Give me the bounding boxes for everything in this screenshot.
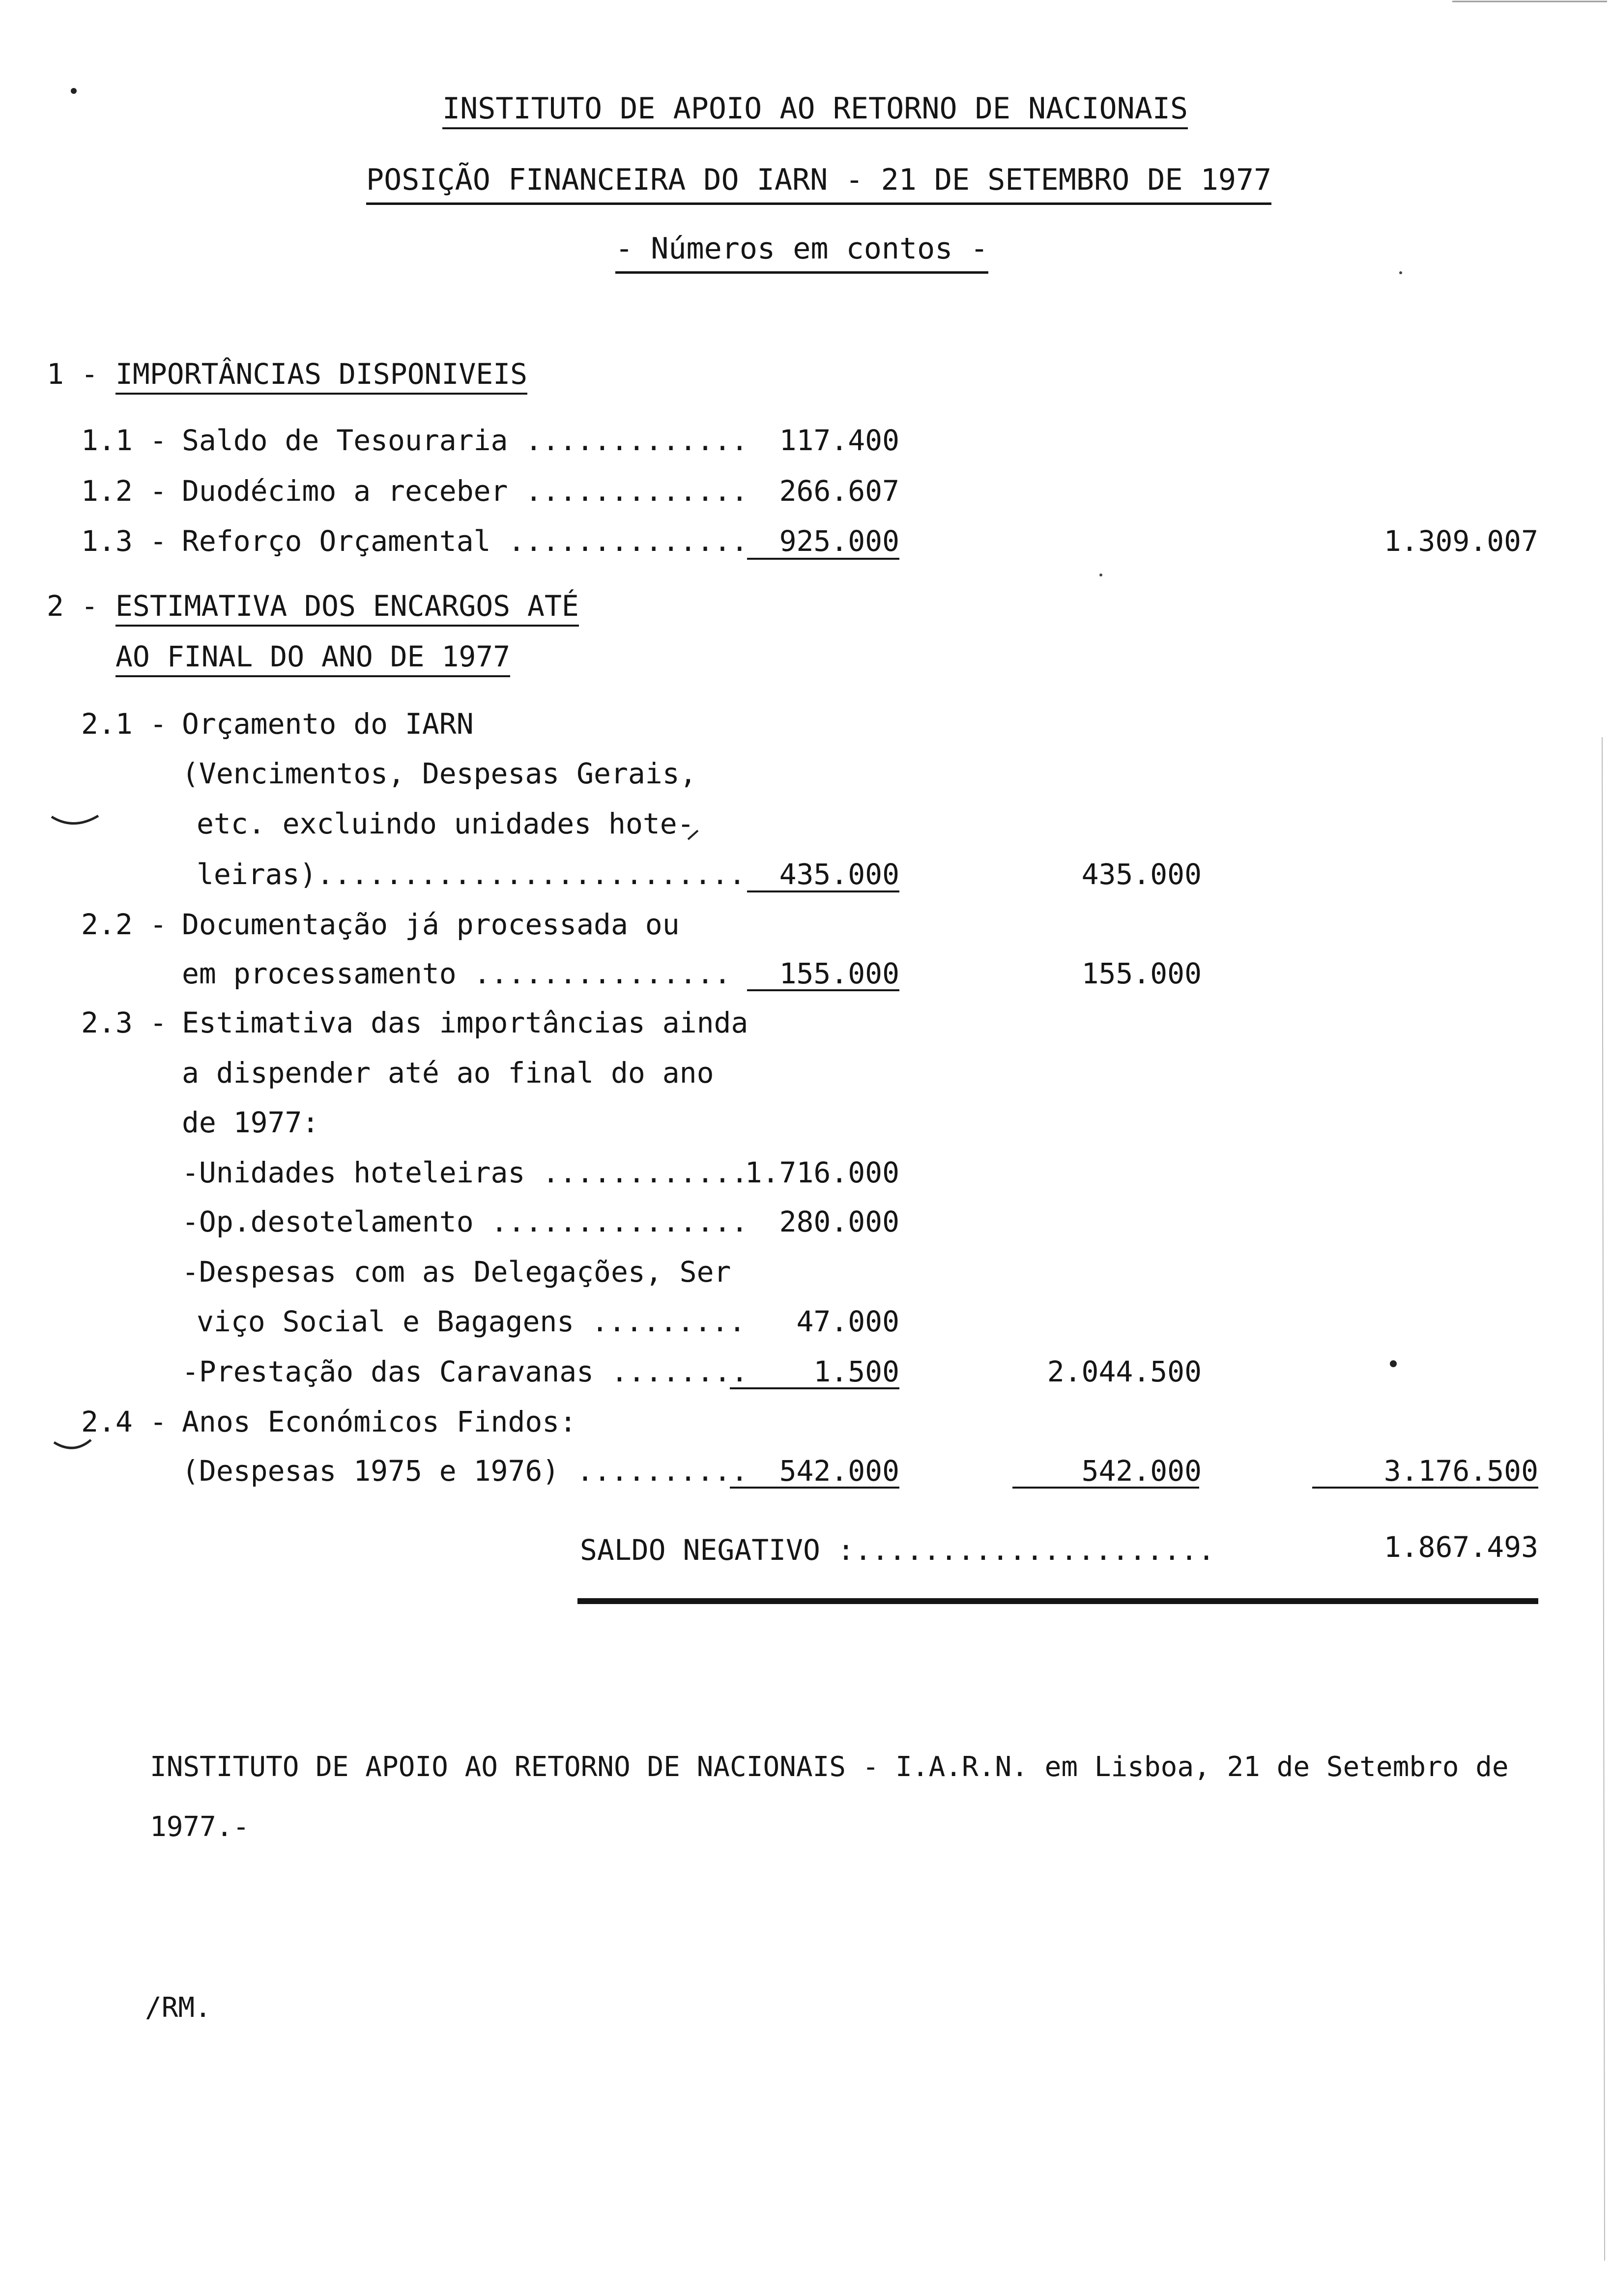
item-2-2-line1: Documentação já processada ou [182, 908, 680, 941]
scan-dot-3 [1399, 271, 1402, 274]
item-2-2-amount: 155.000 [779, 957, 899, 990]
item-2-4-amount: 542.000 [779, 1454, 899, 1488]
section1-title: IMPORTÂNCIAS DISPONIVEIS [115, 356, 527, 395]
item-1-2-amount: 266.607 [779, 474, 899, 508]
document-title: INSTITUTO DE APOIO AO RETORNO DE NACIONAIS [442, 91, 1188, 129]
section1-total: 1.309.007 [1383, 524, 1538, 558]
section2-number: 2 - [47, 589, 98, 623]
item-2-2-line2: em processamento ............... [182, 957, 731, 990]
item-2-3-sub2-amount: 280.000 [779, 1205, 899, 1238]
item-2-3-sub1-label: -Unidades hoteleiras ............ [182, 1156, 748, 1189]
footer-line2: 1977.- [150, 1811, 250, 1843]
section2-total: 3.176.500 [1383, 1454, 1538, 1488]
scan-dot-2 [1390, 1360, 1397, 1367]
handwritten-check-mark-2 [54, 1440, 91, 1448]
item-2-4-line2: (Despesas 1975 e 1976) .......... [182, 1454, 748, 1488]
footer-line1: INSTITUTO DE APOIO AO RETORNO DE NACIONAIS - I.A.R.N. em Lisboa, 21 de Setembro de [150, 1751, 1509, 1783]
item-2-3-number: 2.3 - [81, 1006, 167, 1039]
scan-dot-1 [71, 88, 77, 94]
item-2-3-sub1-amount: 1.716.000 [745, 1156, 899, 1189]
item-1-1-number: 1.1 - [81, 424, 167, 457]
item-2-3-sub3-line2: viço Social e Bagagens ......... [197, 1305, 746, 1338]
document-subtitle: POSIÇÃO FINANCEIRA DO IARN - 21 DE SETEMBRO DE 1977 [366, 162, 1271, 205]
handwritten-check-mark-1 [52, 816, 98, 824]
section1-number: 1 - [47, 357, 98, 391]
item-2-3-sub4-amount: 1.500 [813, 1355, 899, 1388]
item-1-1-amount: 117.400 [779, 424, 899, 457]
item-2-3-line1: Estimativa das importâncias ainda [182, 1006, 748, 1039]
item-2-2-number: 2.2 - [81, 908, 167, 941]
balance-amount: 1.867.493 [1383, 1530, 1538, 1564]
item-2-3-sub2-label: -Op.desotelamento ............... [182, 1205, 748, 1238]
item-2-1-line1: Orçamento do IARN [182, 707, 474, 741]
item-1-3-number: 1.3 - [81, 524, 167, 558]
scan-right-edge [1602, 737, 1605, 2261]
item-2-1-amount: 435.000 [779, 858, 899, 891]
item-1-3-amount: 925.000 [779, 524, 899, 558]
item-2-3-sub3-amount: 47.000 [796, 1305, 899, 1338]
item-2-3-subtotal: 2.044.500 [1047, 1355, 1202, 1388]
item-1-2-label: Duodécimo a receber ............. [182, 474, 748, 508]
item-2-3-line3: de 1977: [182, 1106, 319, 1139]
section2-title-line1: ESTIMATIVA DOS ENCARGOS ATÉ [115, 588, 579, 627]
item-2-1-subtotal: 435.000 [1081, 858, 1202, 891]
item-2-4-line1: Anos Económicos Findos: [182, 1405, 577, 1438]
item-1-2-number: 1.2 - [81, 474, 167, 508]
item-2-1-line3: etc. excluindo unidades hote- [197, 807, 694, 840]
item-2-4-subtotal: 542.000 [1081, 1454, 1202, 1488]
item-2-1-number: 2.1 - [81, 707, 167, 741]
item-2-4-number: 2.4 - [81, 1405, 167, 1438]
item-1-3-label: Reforço Orçamental .............. [182, 524, 748, 558]
item-2-3-line2: a dispender até ao final do ano [182, 1056, 714, 1090]
item-1-1-label: Saldo de Tesouraria ............. [182, 424, 748, 457]
item-2-2-subtotal: 155.000 [1081, 957, 1202, 990]
item-2-1-line4: leiras)......................... [197, 858, 746, 891]
units-note: - Números em contos - [615, 231, 988, 274]
initials: /RM. [145, 1992, 211, 2024]
item-2-1-line2: (Vencimentos, Despesas Gerais, [182, 757, 697, 790]
item-2-3-sub4-label: -Prestação das Caravanas ........ [182, 1355, 748, 1388]
item-2-3-sub3-line1: -Despesas com as Delegações, Ser [182, 1255, 731, 1289]
balance-label: SALDO NEGATIVO :..................... [580, 1533, 1215, 1567]
section2-title-line2: AO FINAL DO ANO DE 1977 [115, 639, 510, 677]
hyphen-flourish [688, 831, 698, 839]
scan-dot-4 [1099, 574, 1102, 576]
